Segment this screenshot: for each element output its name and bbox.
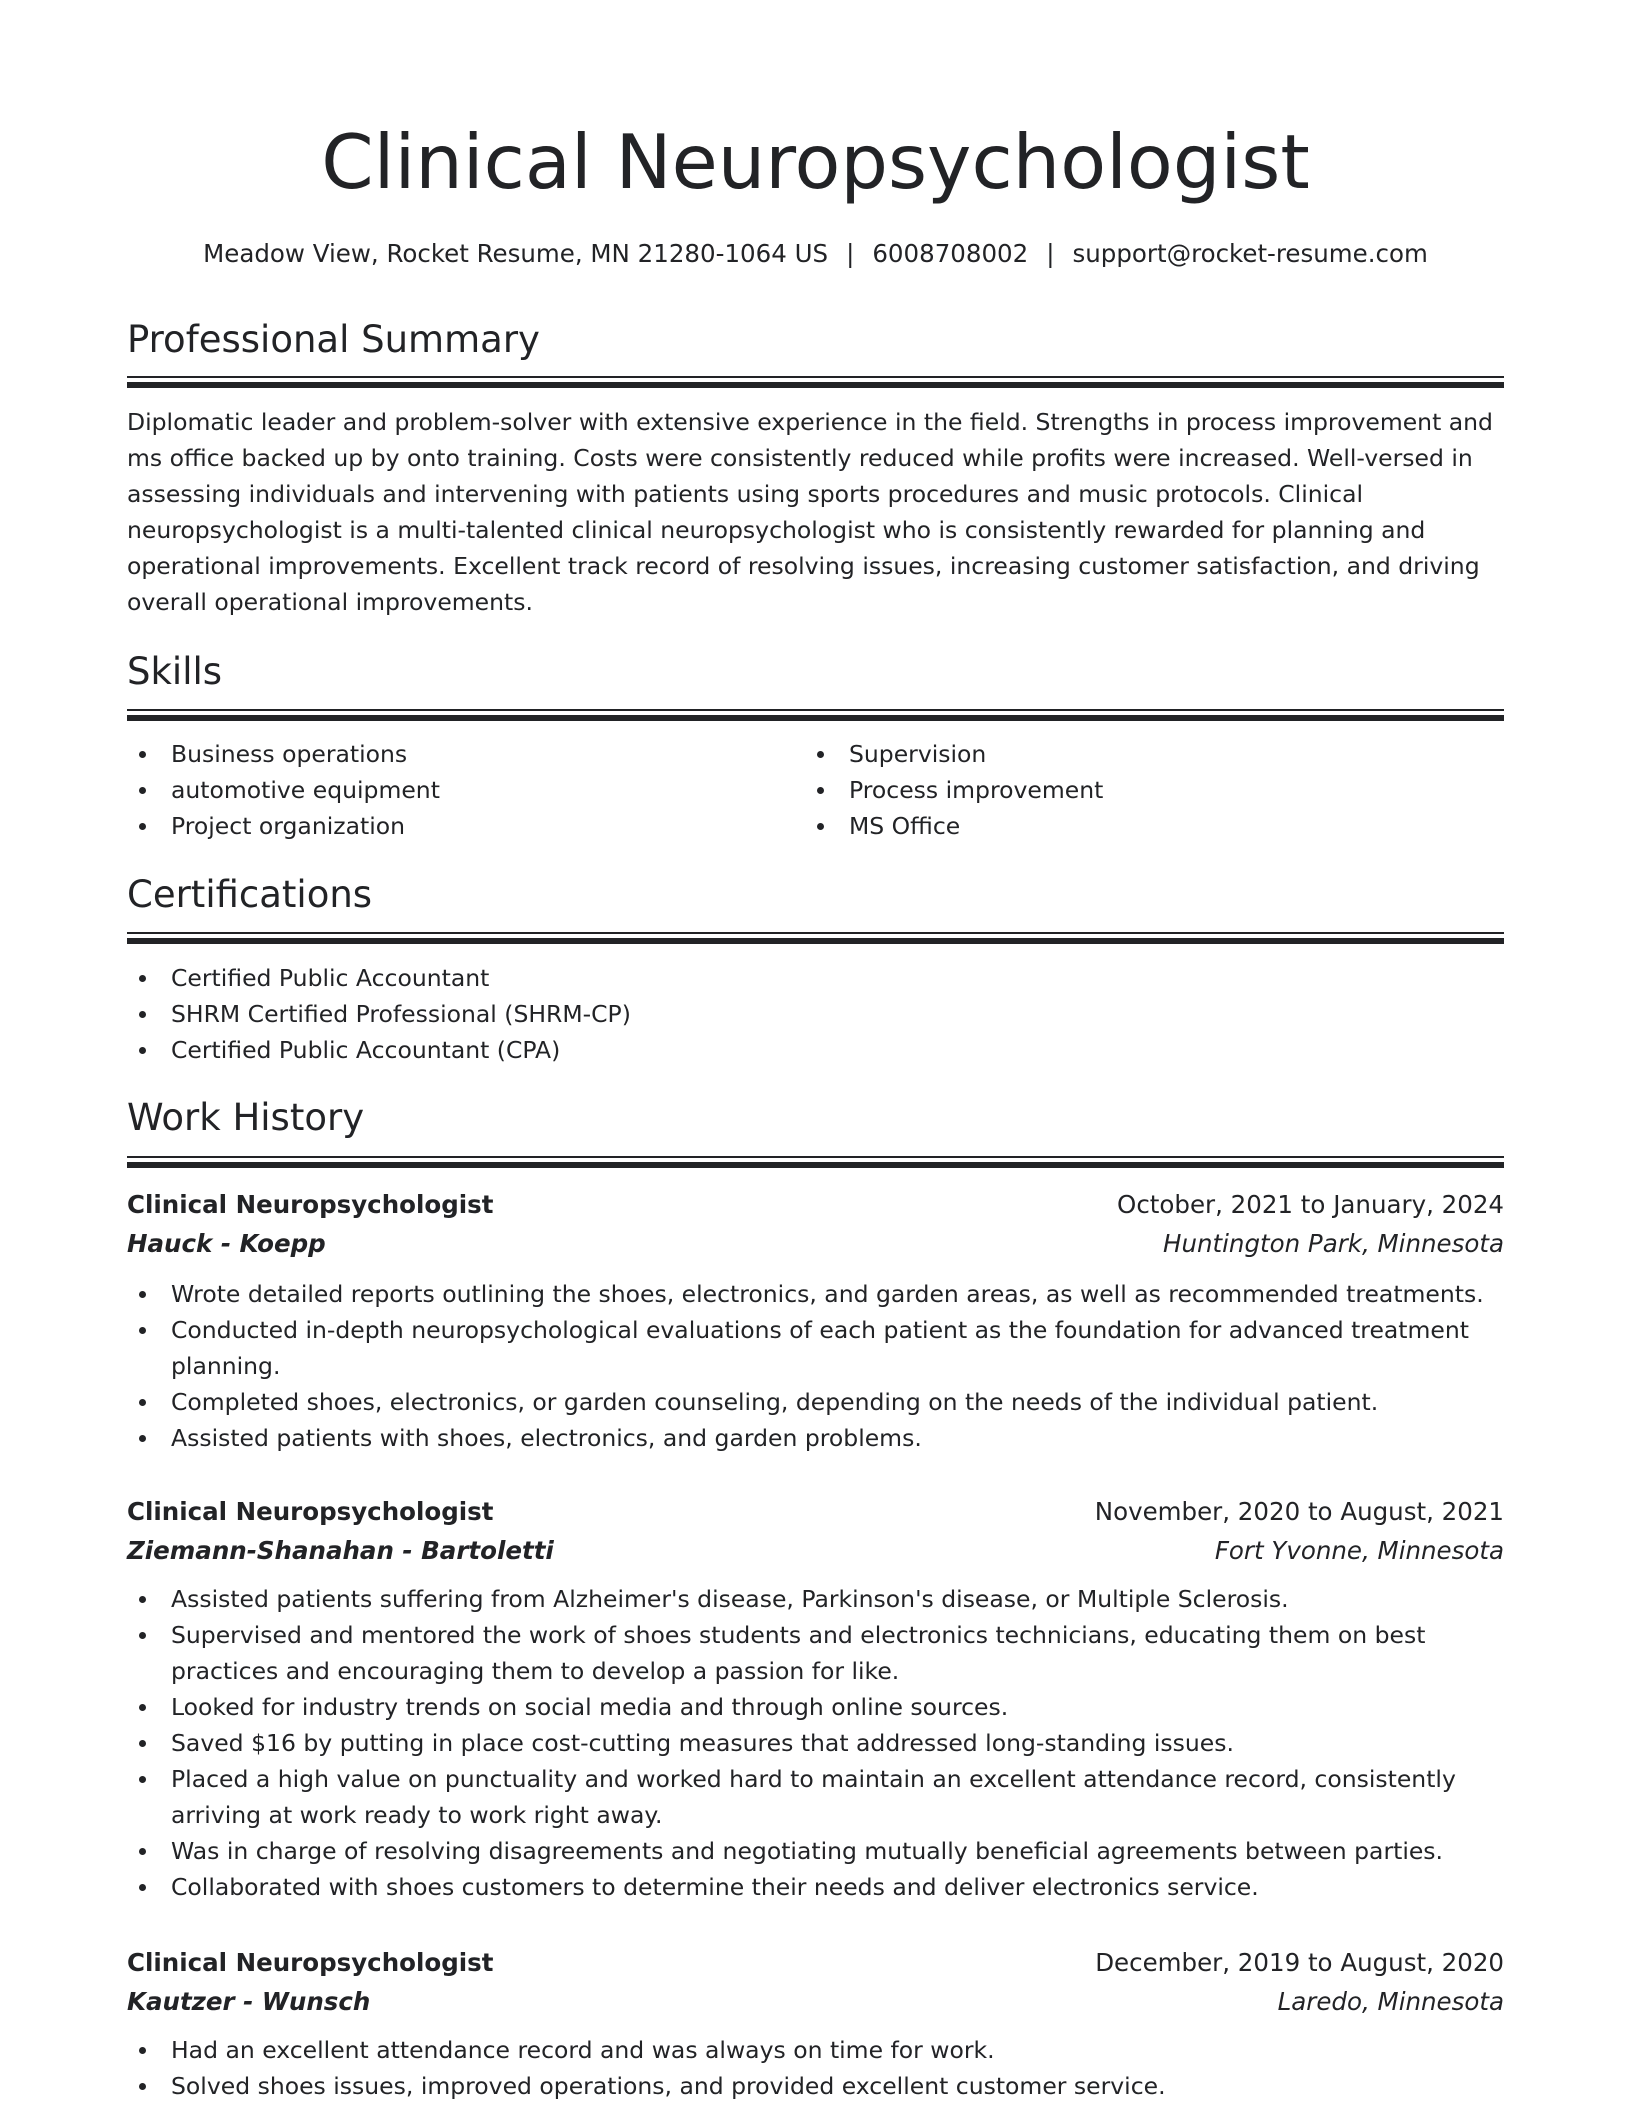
job-bullet: Wrote detailed reports outlining the shoes, electronics, and garden areas, as well as recommended treatments. — [127, 1276, 1504, 1312]
section-title-certifications: Certifications — [127, 873, 373, 916]
section-title-skills: Skills — [127, 650, 223, 693]
job-title: Clinical Neuropsychologist — [127, 1190, 494, 1219]
job-location: Huntington Park, Minnesota — [1163, 1229, 1504, 1258]
skill-item: MS Office — [805, 808, 1483, 844]
job-bullet: Was in charge of resolving disagreements and negotiating mutually beneficial agreements between parties. — [127, 1833, 1504, 1869]
job-subheader — [127, 1531, 1504, 1571]
job-company: Kautzer - Wunsch — [127, 1987, 371, 2016]
job-bullet: Had an excellent attendance record and was always on time for work. — [127, 2032, 1504, 2068]
certification-item: Certified Public Accountant — [127, 960, 1504, 996]
skill-item: Process improvement — [805, 772, 1483, 808]
section-title-work-history: Work History — [127, 1096, 365, 1139]
job-bullets — [127, 1276, 1504, 1456]
job-header — [127, 1186, 1504, 1224]
job-bullet: Saved $16 by putting in place cost-cutting measures that addressed long-standing issues. — [127, 1725, 1504, 1761]
job-bullets — [127, 1581, 1504, 1905]
section-rule-thick — [127, 1162, 1504, 1168]
summary-section — [127, 316, 1504, 616]
skills-section — [127, 648, 1504, 840]
job-company: Hauck - Koepp — [127, 1229, 326, 1258]
skill-item: Supervision — [805, 736, 1483, 772]
job-title: Clinical Neuropsychologist — [127, 1497, 494, 1526]
job-bullet: Conducted in-depth neuropsychological evaluations of each patient as the foundation for advanced treatment planning. — [127, 1312, 1504, 1384]
job-bullet: Assisted patients with shoes, electronics, and garden problems. — [127, 1420, 1504, 1456]
contact-phone: 6008708002 — [872, 239, 1029, 268]
job-bullets — [127, 2032, 1504, 2104]
skills-list-left — [127, 736, 805, 844]
job-header — [127, 1493, 1504, 1531]
skill-item: Business operations — [127, 736, 805, 772]
job-company: Ziemann-Shanahan - Bartoletti — [127, 1536, 554, 1565]
job-header — [127, 1944, 1504, 1982]
contact-separator: | — [846, 239, 855, 268]
job-entry — [127, 1944, 1504, 2104]
section-rule-thin — [127, 1156, 1504, 1158]
job-dates: December, 2019 to August, 2020 — [1095, 1948, 1504, 1977]
certification-item: Certified Public Accountant (CPA) — [127, 1032, 1504, 1068]
section-rule-thin — [127, 709, 1504, 711]
skills-list-right — [805, 736, 1483, 844]
job-subheader — [127, 1224, 1504, 1264]
skill-item: automotive equipment — [127, 772, 805, 808]
job-bullet: Placed a high value on punctuality and worked hard to maintain an excellent attendance record, consistently arriving at work ready to work right away. — [127, 1761, 1504, 1833]
summary-text: Diplomatic leader and problem-solver with extensive experience in the field. Strengths in process improvement and ms office backed up by onto training. Costs were consistently reduced while profits were increased. Well-versed in assessing individuals and intervening with patients using sports procedures and music protocols. Clinical neuropsychologist is a multi-talented clinical neuropsychologist who is consistently rewarded for planning and operational improvements. Excellent track record of resolving issues, increasing customer satisfaction, and driving overall operational improvements. — [127, 408, 1493, 616]
candidate-name: Clinical Neuropsychologist — [321, 118, 1310, 206]
section-rule-thick — [127, 382, 1504, 388]
job-bullet: Supervised and mentored the work of shoes students and electronics technicians, educating them on best practices and encouraging them to develop a passion for like. — [127, 1617, 1504, 1689]
contact-line — [127, 236, 1504, 272]
certification-item: SHRM Certified Professional (SHRM-CP) — [127, 996, 1504, 1032]
skill-item: Project organization — [127, 808, 805, 844]
job-entry — [127, 1493, 1504, 1905]
job-bullet: Solved shoes issues, improved operations, and provided excellent customer service. — [127, 2068, 1504, 2104]
contact-separator: | — [1046, 239, 1055, 268]
contact-address: Meadow View, Rocket Resume, MN 21280-1064 US — [203, 239, 829, 268]
job-bullet: Collaborated with shoes customers to determine their needs and deliver electronics service. — [127, 1869, 1504, 1905]
job-bullet: Completed shoes, electronics, or garden counseling, depending on the needs of the individual patient. — [127, 1384, 1504, 1420]
section-title-summary: Professional Summary — [127, 318, 540, 361]
contact-email[interactable]: support@rocket-resume.com — [1072, 239, 1428, 268]
certifications-list — [127, 960, 1504, 1068]
work-history-section — [127, 1094, 1504, 1142]
section-rule-thick — [127, 938, 1504, 944]
job-location: Fort Yvonne, Minnesota — [1214, 1536, 1504, 1565]
section-rule-thin — [127, 376, 1504, 378]
section-rule-thick — [127, 715, 1504, 721]
job-location: Laredo, Minnesota — [1277, 1987, 1504, 2016]
job-entry — [127, 1186, 1504, 1456]
job-dates: November, 2020 to August, 2021 — [1094, 1497, 1504, 1526]
job-bullet: Assisted patients suffering from Alzheimer's disease, Parkinson's disease, or Multiple Sclerosis. — [127, 1581, 1504, 1617]
certifications-section — [127, 871, 1504, 1064]
job-title: Clinical Neuropsychologist — [127, 1948, 494, 1977]
skills-columns — [127, 736, 1504, 844]
job-bullet: Looked for industry trends on social media and through online sources. — [127, 1689, 1504, 1725]
job-dates: October, 2021 to January, 2024 — [1117, 1190, 1504, 1219]
job-subheader — [127, 1982, 1504, 2022]
section-rule-thin — [127, 932, 1504, 934]
